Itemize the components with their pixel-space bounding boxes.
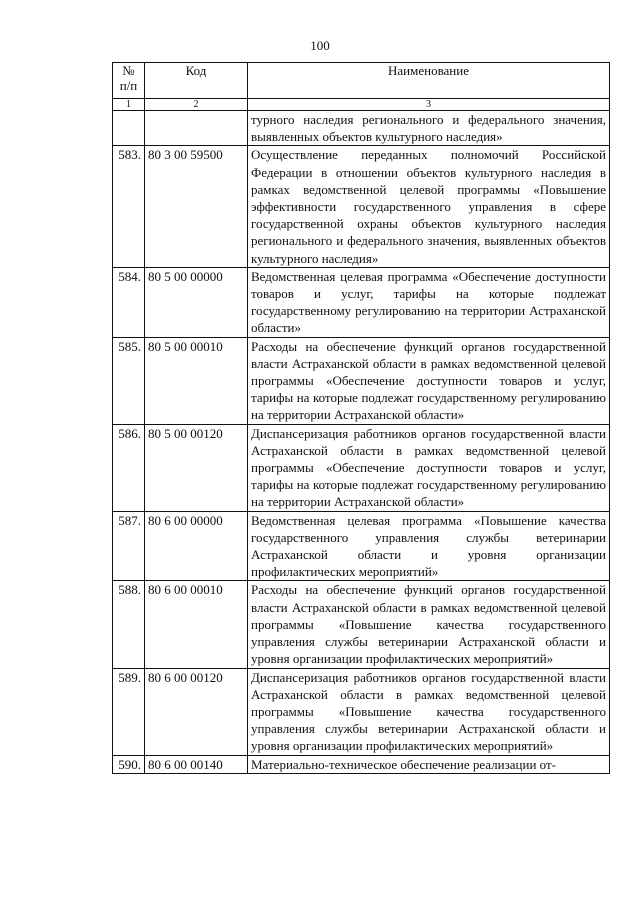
row-number: 585. xyxy=(113,337,145,424)
table-row xyxy=(113,424,610,511)
row-number: 590. xyxy=(113,755,145,773)
column-index: 1 xyxy=(113,99,145,111)
table-row xyxy=(113,755,610,773)
page-number: 100 xyxy=(310,38,330,53)
table-row xyxy=(113,111,610,146)
table-row xyxy=(113,511,610,581)
row-name: турного наследия регионального и федерального значения, выявленных объектов культурного наследия» xyxy=(248,111,610,146)
row-number: 588. xyxy=(113,581,145,668)
row-code: 80 5 00 00000 xyxy=(145,267,248,337)
header-name: Наименование xyxy=(248,63,610,99)
table-header-row xyxy=(113,63,610,99)
row-name: Ведомственная целевая программа «Обеспечение доступности товаров и услуг, тарифы на которые подлежат государственному регулированию на территории Астраханской области» xyxy=(248,267,610,337)
row-name: Расходы на обеспечение функций органов государственной власти Астраханской области в рамках ведомственной целевой программы «Повышение качества государственного управления службы ветеринарии Астраханской области и уровня организации профилактических мероприятий» xyxy=(248,581,610,668)
row-number xyxy=(113,111,145,146)
table-row xyxy=(113,146,610,267)
row-name: Диспансеризация работников органов государственной власти Астраханской области в рамках ведомственной целевой программы «Повышение качества государственного управления службы ветеринарии Астраханской области и уровня организации профилактических мероприятий» xyxy=(248,668,610,755)
row-code: 80 6 00 00010 xyxy=(145,581,248,668)
header-num: № п/п xyxy=(113,63,145,99)
row-code: 80 6 00 00000 xyxy=(145,511,248,581)
budget-code-table xyxy=(112,62,610,774)
row-number: 584. xyxy=(113,267,145,337)
table-row xyxy=(113,337,610,424)
row-name: Материально-техническое обеспечение реализации от- xyxy=(248,755,610,773)
row-code: 80 5 00 00120 xyxy=(145,424,248,511)
row-name: Расходы на обеспечение функций органов государственной власти Астраханской области в рамках ведомственной целевой программы «Обеспечение доступности товаров и услуг, тарифы на которые подлежат государственному регулированию на территории Астраханской области» xyxy=(248,337,610,424)
column-index-row xyxy=(113,99,610,111)
row-name: Осуществление переданных полномочий Российской Федерации в отношении объектов культурного наследия в рамках ведомственной целевой программы «Повышение эффективности государственного управления в сфере государственной охраны объектов культурного наследия регионального и федерального значения, выявленных объектов культурного наследия» xyxy=(248,146,610,267)
table-body xyxy=(113,111,610,774)
header-code: Код xyxy=(145,63,248,99)
column-index: 2 xyxy=(145,99,248,111)
row-code: 80 6 00 00140 xyxy=(145,755,248,773)
row-number: 583. xyxy=(113,146,145,267)
row-number: 589. xyxy=(113,668,145,755)
row-code xyxy=(145,111,248,146)
table-row xyxy=(113,668,610,755)
row-name: Ведомственная целевая программа «Повышение качества государственного управления службы ветеринарии Астраханской области и уровня организации профилактических мероприятий» xyxy=(248,511,610,581)
row-number: 587. xyxy=(113,511,145,581)
table-row xyxy=(113,267,610,337)
row-number: 586. xyxy=(113,424,145,511)
table-row xyxy=(113,581,610,668)
row-code: 80 3 00 59500 xyxy=(145,146,248,267)
row-code: 80 6 00 00120 xyxy=(145,668,248,755)
row-code: 80 5 00 00010 xyxy=(145,337,248,424)
row-name: Диспансеризация работников органов государственной власти Астраханской области в рамках ведомственной целевой программы «Обеспечение доступности товаров и услуг, тарифы на которые подлежат государственному регулированию на территории Астраханской области» xyxy=(248,424,610,511)
column-index: 3 xyxy=(248,99,610,111)
